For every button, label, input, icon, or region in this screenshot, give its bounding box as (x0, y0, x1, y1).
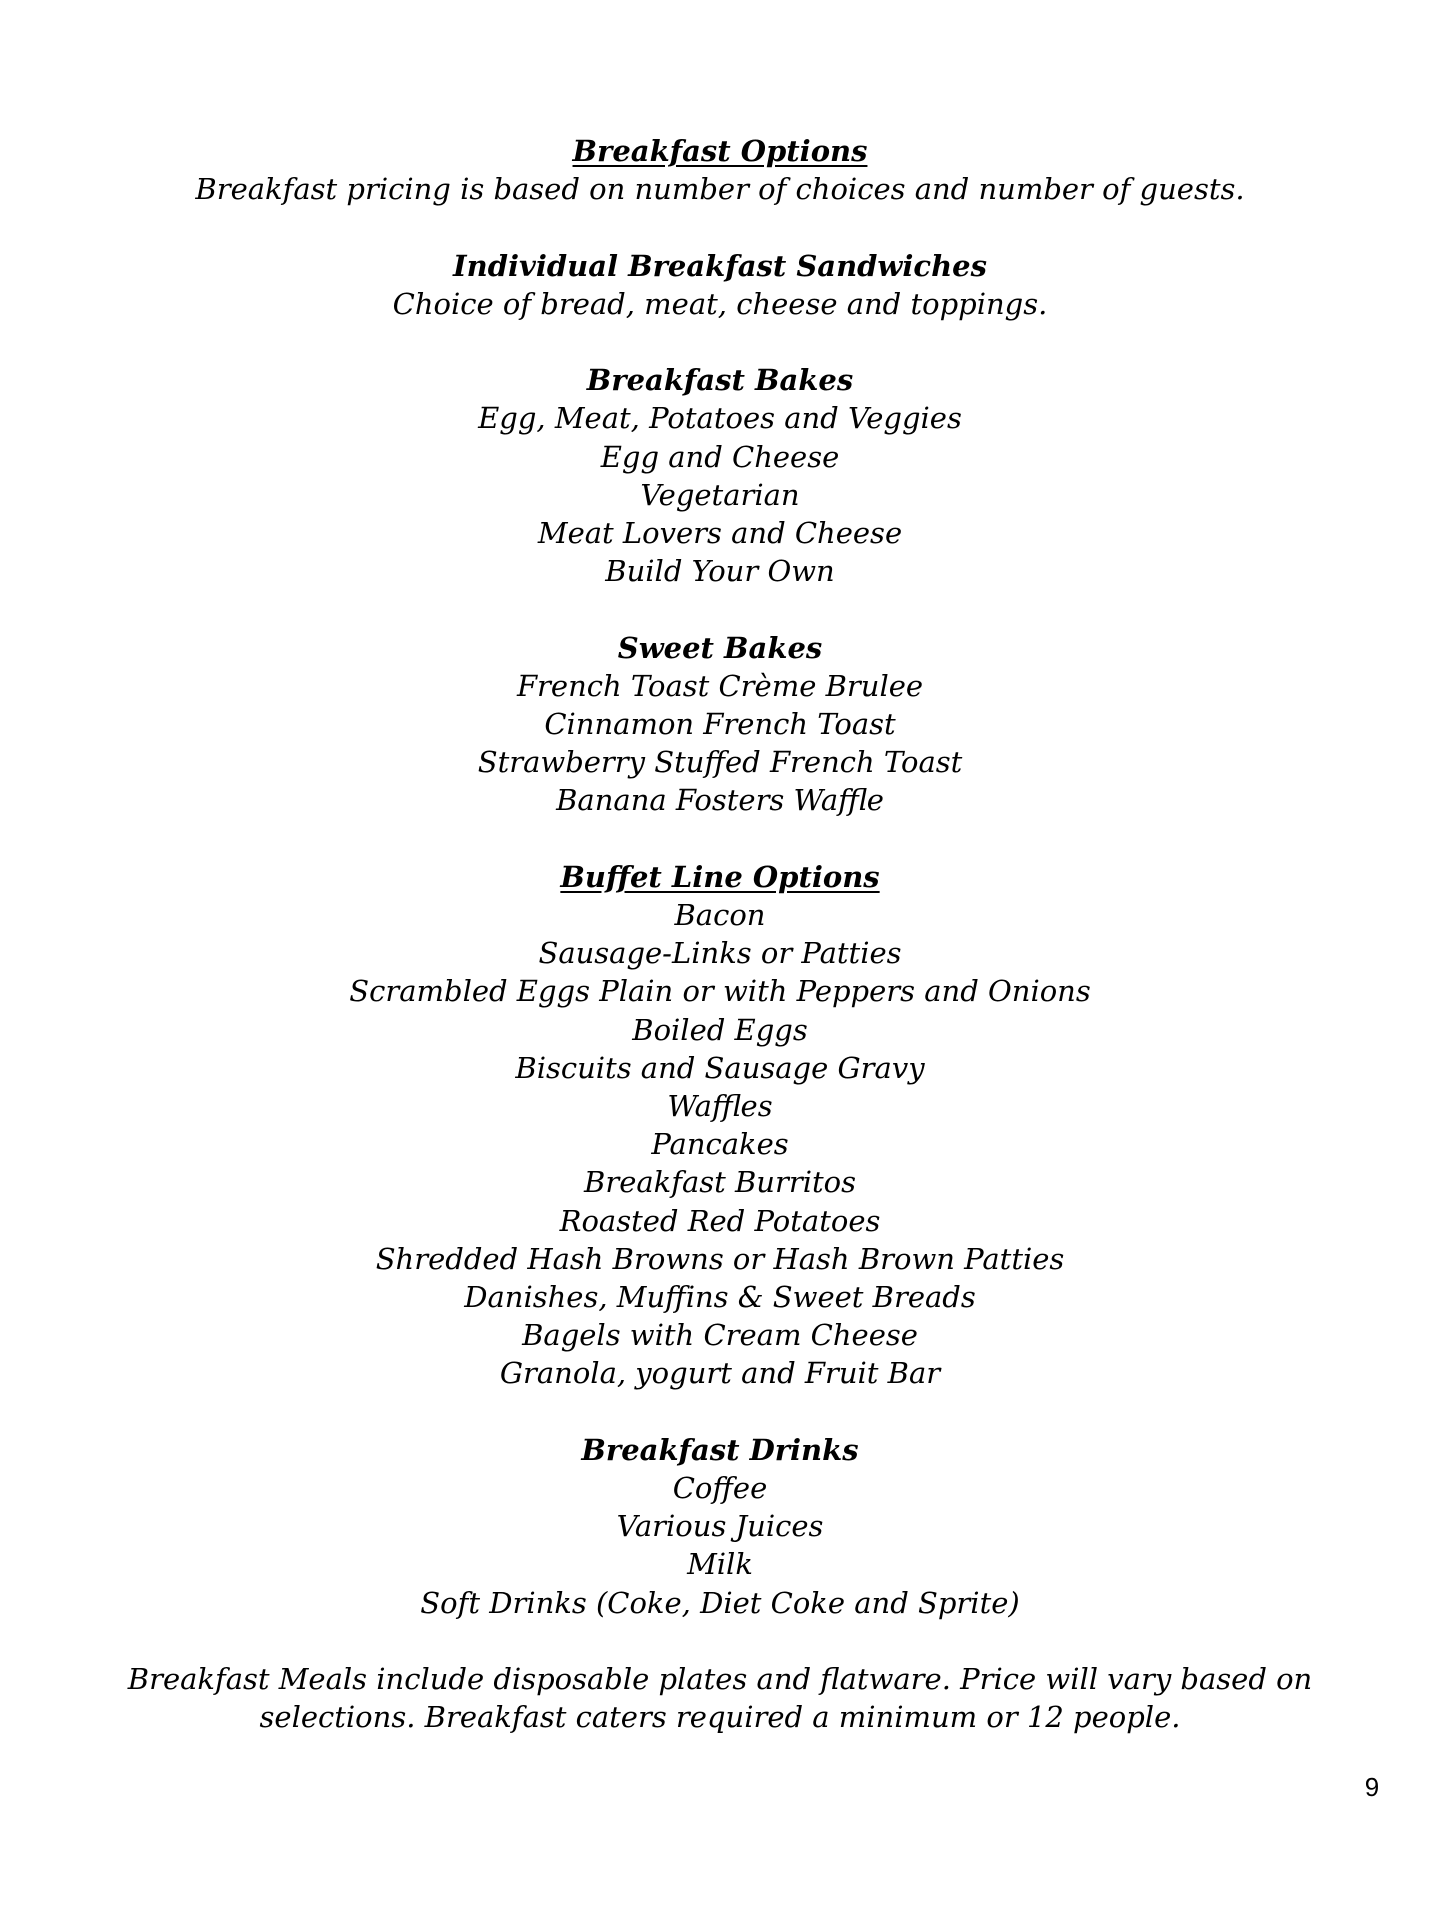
list-item: Granola, yogurt and Fruit Bar (499, 1356, 941, 1391)
list-item: Vegetarian (640, 477, 800, 512)
list-item: Biscuits and Sausage Gravy (515, 1050, 925, 1085)
list-item: Soft Drinks (Coke, Diet Coke and Sprite) (420, 1585, 1020, 1620)
section-heading-sweet-bakes: Sweet Bakes (617, 630, 823, 665)
spacer (0, 323, 1440, 361)
list-item: Scrambled Eggs Plain or with Peppers and Onions (349, 974, 1091, 1009)
spacer (0, 1393, 1440, 1431)
spacer (0, 590, 1440, 628)
list-item: Boiled Eggs (632, 1012, 808, 1047)
sandwiches-description: Choice of bread, meat, cheese and toppings. (392, 286, 1048, 321)
list-item: Breakfast Burritos (584, 1165, 856, 1200)
list-item: Strawberry Stuffed French Toast (477, 745, 963, 780)
list-item: Egg and Cheese (600, 439, 840, 474)
breakfast-pricing-description: Breakfast pricing is based on number of choices and number of guests. (195, 172, 1245, 207)
section-heading-breakfast-drinks: Breakfast Drinks (581, 1432, 859, 1467)
list-item: Roasted Red Potatoes (559, 1203, 881, 1238)
spacer (0, 1622, 1440, 1660)
list-item: Shredded Hash Browns or Hash Brown Patties (375, 1241, 1065, 1276)
list-item: Milk (687, 1547, 753, 1582)
section-heading-sandwiches: Individual Breakfast Sandwiches (453, 248, 987, 283)
list-item: Meat Lovers and Cheese (537, 516, 903, 550)
list-item: Coffee (672, 1471, 768, 1506)
list-item: Egg, Meat, Potatoes and Veggies (478, 401, 962, 436)
section-heading-buffet-line: Buffet Line Options (560, 859, 880, 894)
list-item: Waffles (667, 1089, 773, 1124)
list-item: Sausage-Links or Patties (538, 936, 902, 971)
list-item: Bacon (674, 898, 766, 932)
list-item: Build Your Own (605, 554, 835, 589)
spacer (0, 820, 1440, 858)
list-item: Banana Fosters Waffle (556, 783, 884, 818)
list-item: Pancakes (651, 1127, 789, 1162)
footer-note: Breakfast Meals include disposable plates and flatware. Price will vary based on selections. Breakfast caters required a minimum or 12 people. (127, 1662, 1313, 1735)
list-item: Bagels with Cream Cheese (522, 1318, 918, 1353)
spacer (0, 208, 1440, 246)
menu-page (0, 132, 1440, 1736)
section-heading-breakfast-bakes: Breakfast Bakes (586, 363, 854, 398)
list-item: Danishes, Muffins & Sweet Breads (464, 1280, 976, 1315)
list-item: Various Juices (616, 1509, 824, 1544)
section-heading-breakfast-options: Breakfast Options (572, 134, 868, 168)
list-item: French Toast Crème Brulee (516, 668, 924, 703)
page-number: 9 (1364, 1772, 1380, 1802)
list-item: Cinnamon French Toast (544, 707, 896, 741)
